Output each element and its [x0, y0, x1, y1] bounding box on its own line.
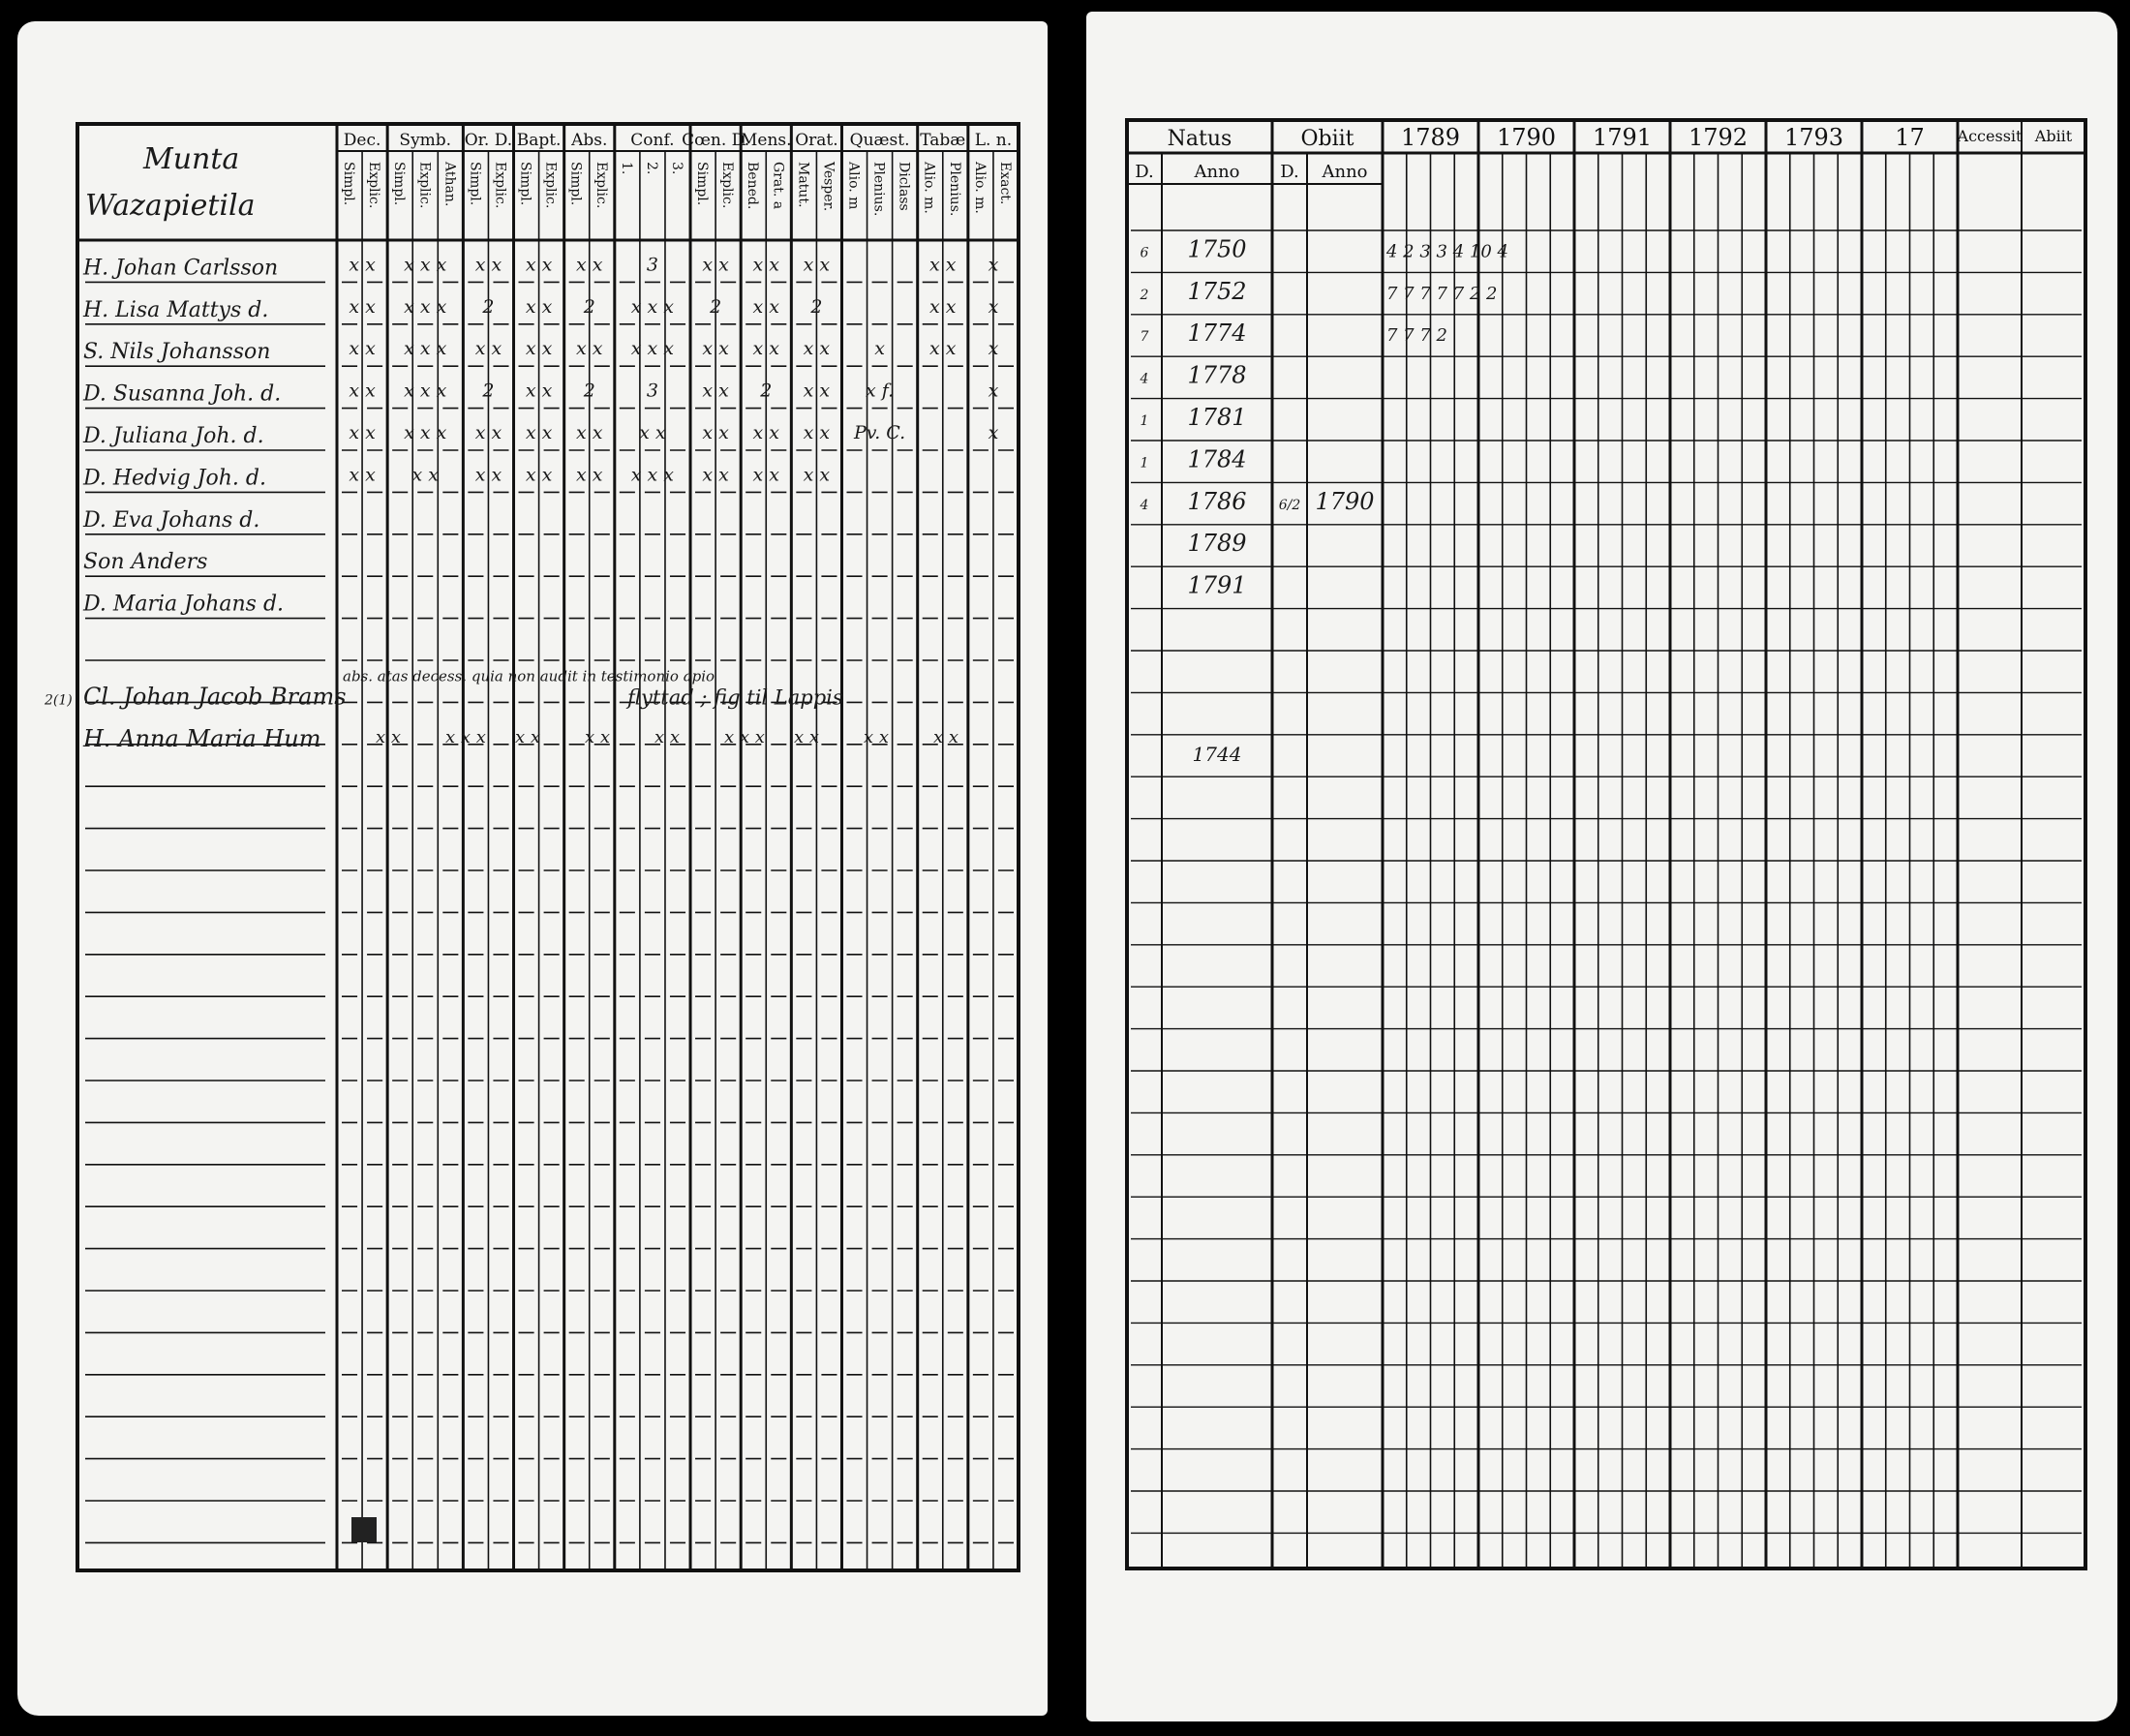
check-mark: x x x	[724, 726, 765, 747]
check-mark: x x	[803, 380, 831, 402]
annotation-subtext: flyttad ; fig til Lappis	[627, 685, 843, 710]
check-mark: x x	[575, 254, 603, 276]
person-name: D. Hedvig Joh. d.	[83, 466, 266, 491]
check-mark: x x x	[404, 380, 447, 402]
year-header: 1789	[1400, 124, 1461, 151]
column-header-7: Mens.	[740, 131, 792, 150]
check-mark: x x	[525, 295, 553, 318]
check-mark: x	[988, 338, 999, 360]
check-mark: x x	[702, 464, 729, 486]
person-name: H. Johan Carlsson	[83, 256, 279, 281]
check-mark: 3	[646, 254, 658, 276]
check-mark: Pv. C.	[853, 422, 906, 443]
check-mark: x x	[702, 422, 729, 443]
check-mark: 2	[583, 295, 595, 318]
column-header-1: Symb.	[399, 131, 452, 150]
column-subheader-5-2: 3.	[669, 162, 685, 175]
year-header: 1792	[1688, 124, 1749, 151]
annotation-text: abs. atas decess. quia non audit in testimonio apio	[343, 667, 715, 685]
column-subheader-3-0: Simpl.	[517, 162, 533, 206]
year-header: 1790	[1496, 124, 1557, 151]
column-subheader-9-1: Plenius.	[870, 162, 887, 217]
birth-year: 1789	[1187, 530, 1247, 558]
check-mark: x x	[411, 464, 440, 486]
person-name: D. Eva Johans d.	[83, 507, 260, 533]
check-mark: x x	[525, 338, 553, 360]
birth-year: 1752	[1187, 277, 1247, 305]
birth-year: 1778	[1187, 361, 1247, 389]
column-subheader-0-1: Explic.	[366, 162, 382, 209]
check-mark: x f.	[866, 380, 895, 402]
check-mark: x x	[639, 422, 666, 443]
check-mark: x x	[349, 464, 376, 486]
column-subheader-0-0: Simpl.	[341, 162, 357, 206]
accessit-header: Accessit	[1957, 127, 2023, 145]
person-name: Son Anders	[83, 550, 208, 575]
margin-number: 2(1)	[45, 692, 73, 709]
check-mark: x x	[525, 254, 553, 276]
birth-year: 1786	[1187, 487, 1247, 515]
birth-year: 1750	[1187, 235, 1247, 263]
column-subheader-8-1: Vesper.	[820, 162, 837, 212]
check-mark: x x	[752, 338, 780, 360]
check-mark: x x	[474, 338, 502, 360]
check-mark: x x	[794, 726, 820, 747]
birth-year: 1774	[1187, 320, 1247, 348]
column-subheader-1-0: Simpl.	[391, 162, 408, 206]
check-mark: x x	[349, 295, 376, 318]
attendance-marks: 7 7 7 2	[1386, 325, 1447, 347]
column-header-11: L. n.	[974, 131, 1013, 150]
column-subheader-10-1: Plenius.	[946, 162, 962, 217]
check-mark: x x	[525, 422, 553, 443]
birth-year: 1784	[1187, 445, 1247, 473]
check-mark: x x	[349, 380, 376, 402]
obiit-header: Obiit	[1300, 127, 1354, 151]
year-header: 1791	[1592, 124, 1653, 151]
death-year: 1790	[1315, 487, 1375, 515]
check-mark: x x	[752, 295, 780, 318]
check-mark: x x	[929, 295, 957, 318]
column-subheader-9-2: Diclass	[896, 162, 912, 211]
check-mark: x x x	[630, 295, 675, 318]
person-name: D. Maria Johans d.	[83, 592, 285, 617]
person-name: Cl. Johan Jacob Brams	[83, 683, 347, 711]
check-mark: x x	[585, 726, 611, 747]
check-mark: 2	[583, 380, 595, 402]
column-subheader-1-1: Explic.	[416, 162, 433, 209]
check-mark: x x	[803, 338, 831, 360]
check-mark: x	[988, 380, 999, 402]
natus-header: Natus	[1167, 127, 1232, 151]
check-mark: x x	[752, 464, 780, 486]
left-register-table	[17, 21, 1048, 1716]
year-header: 1793	[1783, 124, 1844, 151]
column-header-5: Conf.	[630, 131, 675, 150]
check-mark: x x	[525, 464, 553, 486]
check-mark: x x	[349, 422, 376, 443]
attendance-marks: 4 2 3 3 4 10 4	[1386, 241, 1508, 262]
column-subheader-6-1: Explic.	[719, 162, 736, 209]
person-name: H. Anna Maria Hum	[83, 724, 321, 752]
check-mark: x x x	[404, 295, 447, 318]
column-header-0: Dec.	[343, 131, 381, 150]
column-header-4: Abs.	[571, 131, 608, 150]
column-subheader-5-1: 2.	[643, 162, 659, 175]
check-mark: x x	[474, 464, 502, 486]
check-mark: x x	[376, 726, 402, 747]
person-name: S. Nils Johansson	[83, 340, 271, 365]
column-subheader-3-1: Explic.	[542, 162, 559, 209]
abiit-header: Abiit	[2034, 127, 2073, 145]
column-subheader-11-1: Exact.	[996, 162, 1013, 205]
column-header-9: Quæst.	[849, 131, 910, 150]
left-page	[17, 21, 1048, 1716]
check-mark: x x	[803, 254, 831, 276]
person-name: D. Susanna Joh. d.	[83, 381, 282, 407]
check-mark: x x	[575, 464, 603, 486]
person-name: H. Lisa Mattys d.	[83, 297, 269, 322]
column-subheader-10-0: Alio. m.	[921, 162, 937, 214]
check-mark: x x x	[404, 254, 447, 276]
check-mark: 2	[710, 295, 722, 318]
check-mark: 2	[810, 295, 823, 318]
check-mark: 2	[760, 380, 773, 402]
check-mark: x x	[575, 338, 603, 360]
column-subheader-4-0: Simpl.	[567, 162, 584, 206]
check-mark: x x	[929, 254, 957, 276]
check-mark: x x	[702, 380, 729, 402]
check-mark: x x	[929, 338, 957, 360]
column-subheader-7-1: Grat. a	[770, 162, 786, 210]
check-mark: x x	[702, 338, 729, 360]
birth-year: 1744	[1192, 743, 1242, 767]
birth-day: 1	[1140, 455, 1149, 472]
column-subheader-1-2: Athan.	[441, 162, 458, 207]
right-register-table	[1086, 12, 2117, 1721]
register-title: Munta	[143, 142, 240, 176]
column-header-6: Cœn. D.	[682, 131, 750, 150]
check-mark: x	[988, 422, 999, 443]
check-mark: x x x	[630, 338, 675, 360]
ink-blot	[351, 1517, 377, 1542]
column-subheader-11-0: Alio. m.	[971, 162, 988, 214]
obiit-year-header: Anno	[1322, 162, 1368, 182]
check-mark: x x	[803, 422, 831, 443]
attendance-marks: 7 7 7 7 7 2 2	[1386, 283, 1498, 304]
death-day: 6/2	[1278, 497, 1301, 513]
birth-year: 1781	[1187, 404, 1247, 431]
check-mark: 2	[482, 380, 495, 402]
check-mark: x x x	[404, 422, 447, 443]
check-mark: x x	[702, 254, 729, 276]
check-mark: x x	[752, 254, 780, 276]
check-mark: x x	[933, 726, 959, 747]
column-subheader-2-1: Explic.	[492, 162, 508, 209]
check-mark: x	[988, 295, 999, 318]
check-mark: x x	[803, 464, 831, 486]
check-mark: x x x	[404, 338, 447, 360]
column-header-10: Tabæ	[920, 131, 966, 150]
column-subheader-7-0: Bened.	[745, 162, 761, 210]
column-header-3: Bapt.	[516, 131, 562, 150]
person-name: D. Juliana Joh. d.	[83, 424, 264, 448]
check-mark: x x	[349, 254, 376, 276]
column-subheader-5-0: 1.	[618, 162, 634, 175]
check-mark: x x	[525, 380, 553, 402]
birth-day: 4	[1140, 371, 1149, 387]
birth-year: 1791	[1187, 571, 1247, 599]
check-mark: x x	[349, 338, 376, 360]
check-mark: x x	[654, 726, 681, 747]
check-mark: 3	[646, 380, 658, 402]
birth-day: 6	[1140, 245, 1149, 261]
birth-day: 7	[1140, 329, 1149, 346]
year-header: 17	[1895, 124, 1925, 151]
natus-day-header: D.	[1135, 162, 1154, 182]
column-subheader-9-0: Alio. m	[845, 162, 862, 210]
column-subheader-4-1: Explic.	[593, 162, 609, 209]
check-mark: x x x	[630, 464, 675, 486]
check-mark: x x	[575, 422, 603, 443]
check-mark: x x x	[445, 726, 486, 747]
right-page	[1086, 12, 2117, 1721]
register-subtitle: Wazapietila	[85, 189, 256, 223]
column-subheader-2-0: Simpl.	[467, 162, 483, 206]
check-mark: x x	[752, 422, 780, 443]
birth-day: 1	[1140, 413, 1149, 429]
column-subheader-8-0: Matut.	[795, 162, 811, 208]
birth-day: 4	[1140, 497, 1149, 513]
column-header-8: Orat.	[795, 131, 838, 150]
check-mark: 2	[482, 295, 495, 318]
column-subheader-6-0: Simpl.	[694, 162, 711, 206]
birth-day: 2	[1140, 287, 1149, 303]
check-mark: x x	[864, 726, 890, 747]
check-mark: x	[874, 338, 885, 360]
check-mark: x x	[474, 254, 502, 276]
check-mark: x x	[515, 726, 541, 747]
check-mark: x	[988, 254, 999, 276]
obiit-day-header: D.	[1280, 162, 1299, 182]
natus-year-header: Anno	[1194, 162, 1240, 182]
column-header-2: Or. D.	[464, 131, 513, 150]
check-mark: x x	[474, 422, 502, 443]
